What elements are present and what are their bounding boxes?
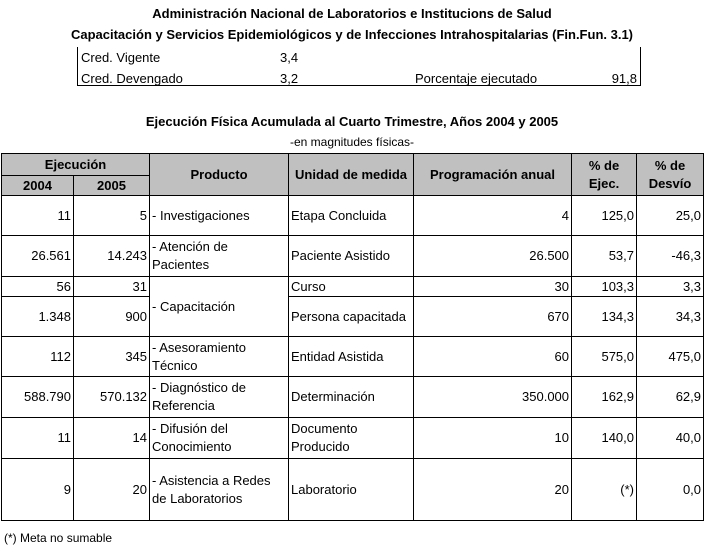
cell-unidad: Persona capacitada — [289, 297, 414, 337]
cell-2004: 112 — [2, 337, 74, 377]
document-subtitle: Capacitación y Servicios Epidemiológicos y de Infecciones Intrahospitalarias (Fin.Fun. 3.1) — [70, 27, 634, 42]
cell-2004: 1.348 — [2, 297, 74, 337]
cell-producto: - Atención de Pacientes — [150, 236, 289, 277]
cell-producto: - Capacitación — [150, 277, 289, 337]
cell-pct-desvio: 475,0 — [637, 337, 704, 377]
header-pct-ejec: % de Ejec. — [572, 154, 637, 196]
cell-unidad: Documento Producido — [289, 418, 414, 459]
porcentaje-value: 91,8 — [611, 71, 637, 86]
execution-table — [1, 153, 704, 521]
cell-2005: 14.243 — [74, 236, 150, 277]
header-pct-desvio: % de Desvío — [637, 154, 704, 196]
header-unidad: Unidad de medida — [289, 154, 414, 196]
table-row — [2, 377, 704, 418]
cell-2004: 11 — [2, 196, 74, 236]
cell-2004: 9 — [2, 459, 74, 521]
table-row — [2, 418, 704, 459]
header-programacion: Programación anual — [414, 154, 572, 196]
cred-devengado-label: Cred. Devengado — [81, 71, 183, 86]
cell-pct-ejec: 162,9 — [572, 377, 637, 418]
cell-pct-desvio: 25,0 — [637, 196, 704, 236]
cell-pct-desvio: 34,3 — [637, 297, 704, 337]
cell-2005: 5 — [74, 196, 150, 236]
cell-programacion: 30 — [414, 277, 572, 297]
cell-programacion: 350.000 — [414, 377, 572, 418]
header-2005: 2005 — [74, 176, 150, 196]
cred-devengado-value: 3,2 — [280, 71, 299, 86]
cell-producto: - Asesoramiento Técnico — [150, 337, 289, 377]
cell-producto: - Asistencia a Redes de Laboratorios — [150, 459, 289, 521]
cell-pct-ejec: 575,0 — [572, 337, 637, 377]
header-producto: Producto — [150, 154, 289, 196]
cell-unidad: Entidad Asistida — [289, 337, 414, 377]
cell-2004: 26.561 — [2, 236, 74, 277]
cell-unidad: Laboratorio — [289, 459, 414, 521]
table-row — [2, 196, 704, 236]
table-row — [2, 277, 704, 297]
cred-vigente-value: 3,4 — [280, 50, 299, 65]
cell-2004: 56 — [2, 277, 74, 297]
cell-2005: 345 — [74, 337, 150, 377]
table-row — [2, 236, 704, 277]
cred-vigente-label: Cred. Vigente — [81, 50, 161, 65]
cell-programacion: 4 — [414, 196, 572, 236]
cell-2005: 900 — [74, 297, 150, 337]
cell-programacion: 60 — [414, 337, 572, 377]
cell-pct-desvio: 40,0 — [637, 418, 704, 459]
cell-programacion: 26.500 — [414, 236, 572, 277]
credits-box — [77, 47, 641, 86]
cell-2005: 570.132 — [74, 377, 150, 418]
cell-2005: 31 — [74, 277, 150, 297]
cell-unidad: Paciente Asistido — [289, 236, 414, 277]
cell-producto: - Investigaciones — [150, 196, 289, 236]
cell-pct-ejec: 140,0 — [572, 418, 637, 459]
cell-2004: 11 — [2, 418, 74, 459]
cell-programacion: 670 — [414, 297, 572, 337]
table-row — [2, 297, 704, 337]
porcentaje-label: Porcentaje ejecutado — [415, 71, 538, 86]
cell-producto: - Diagnóstico de Referencia — [150, 377, 289, 418]
section-title: Ejecución Física Acumulada al Cuarto Trimestre, Años 2004 y 2005 — [145, 114, 559, 129]
cell-pct-desvio: -46,3 — [637, 236, 704, 277]
cell-unidad: Curso — [289, 277, 414, 297]
cell-pct-ejec: (*) — [572, 459, 637, 521]
cell-pct-ejec: 125,0 — [572, 196, 637, 236]
cell-programacion: 20 — [414, 459, 572, 521]
cell-pct-desvio: 0,0 — [637, 459, 704, 521]
section-subtitle: -en magnitudes físicas- — [289, 135, 415, 149]
header-2004: 2004 — [2, 176, 74, 196]
cell-programacion: 10 — [414, 418, 572, 459]
cell-pct-desvio: 62,9 — [637, 377, 704, 418]
cell-pct-desvio: 3,3 — [637, 277, 704, 297]
cell-pct-ejec: 103,3 — [572, 277, 637, 297]
cell-unidad: Etapa Concluida — [289, 196, 414, 236]
cell-producto: - Difusión del Conocimiento — [150, 418, 289, 459]
table-row — [2, 337, 704, 377]
header-ejecucion: Ejecución — [2, 154, 150, 176]
cell-pct-ejec: 134,3 — [572, 297, 637, 337]
cell-2004: 588.790 — [2, 377, 74, 418]
cell-2005: 14 — [74, 418, 150, 459]
footnote: (*) Meta no sumable — [4, 531, 113, 545]
document-title: Administración Nacional de Laboratorios e Institucions de Salud — [152, 6, 552, 21]
cell-pct-ejec: 53,7 — [572, 236, 637, 277]
cell-unidad: Determinación — [289, 377, 414, 418]
cell-2005: 20 — [74, 459, 150, 521]
table-row — [2, 459, 704, 521]
